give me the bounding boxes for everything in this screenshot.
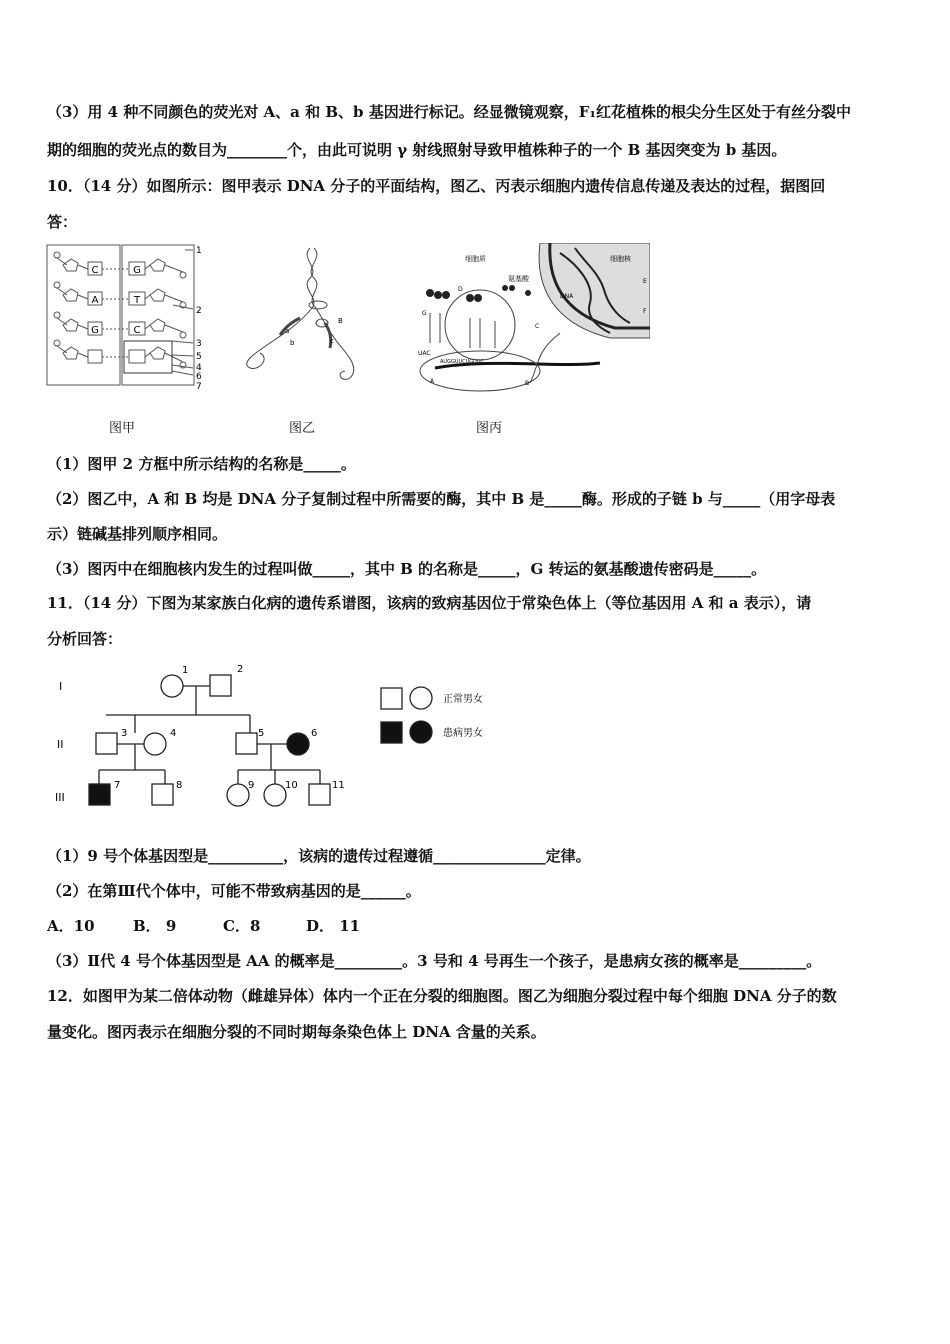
jia-num-5: 5 bbox=[196, 352, 202, 362]
jia-num-4: 4 bbox=[196, 363, 202, 373]
jia-num-7: 7 bbox=[196, 382, 202, 392]
ind-3: 3 bbox=[121, 728, 128, 739]
bing-label-uac: UAC bbox=[418, 350, 431, 357]
ind-10: 10 bbox=[285, 780, 298, 791]
figure-bing-transcription-translation bbox=[410, 243, 650, 393]
caption-fig-yi: 图乙 bbox=[289, 421, 316, 436]
ind-5: 5 bbox=[258, 728, 265, 739]
caption-fig-bing: 图丙 bbox=[476, 421, 503, 436]
svg-text:B: B bbox=[525, 380, 530, 387]
bing-label-nucleus: 细胞核 bbox=[610, 255, 631, 263]
q11-stem-line1: 11．（14 分）下图为某家族白化病的遗传系谱图，该病的致病基因位于常染色体上（等位基因用 A 和 a 表示），请 bbox=[47, 594, 812, 612]
jia-num-6: 6 bbox=[196, 372, 202, 382]
q10-q3: （3）图丙中在细胞核内发生的过程叫做_____，其中 B 的名称是_____，G 转运的氨基酸遗传密码是_____。 bbox=[47, 560, 767, 578]
q11-q3: （3）Ⅱ代 4 号个体基因型是 AA 的概率是_________。3 号和 4 号再生一个孩子，是患病女孩的概率是_________。 bbox=[47, 952, 822, 970]
q12-line1: 12．如图甲为某二倍体动物（雌雄异体）体内一个正在分裂的细胞图。图乙为细胞分裂过程中每个细胞 DNA 分子的数 bbox=[47, 987, 837, 1005]
figure-yi-dna-replication bbox=[230, 243, 375, 393]
gen-III: III bbox=[55, 791, 65, 804]
q11-q2: （2）在第Ⅲ代个体中，可能不带致病基因的是______。 bbox=[47, 882, 421, 900]
ind-4: 4 bbox=[170, 728, 177, 739]
jia-base-1: C bbox=[91, 265, 99, 276]
svg-text:b: b bbox=[290, 339, 295, 347]
svg-text:c: c bbox=[330, 337, 334, 345]
jia-num-2: 2 bbox=[196, 306, 202, 316]
jia-num-1: 1 bbox=[196, 246, 202, 256]
q10-q1: （1）图甲 2 方框中所示结构的名称是_____。 bbox=[47, 455, 356, 473]
q9-3-line2: 期的细胞的荧光点的数目为________个，由此可说明 γ 射线照射导致甲植株种子的一个 B 基因突变为 b 基因。 bbox=[47, 141, 787, 159]
q12-line2: 量变化。图丙表示在细胞分裂的不同时期每条染色体上 DNA 含量的关系。 bbox=[47, 1023, 546, 1041]
legend-ill: 患病男女 bbox=[443, 728, 483, 739]
svg-text:F: F bbox=[643, 308, 647, 315]
jia-num-3: 3 bbox=[196, 339, 202, 349]
jia-base-5: G bbox=[91, 325, 99, 336]
ind-7: 7 bbox=[114, 780, 121, 791]
svg-text:B: B bbox=[338, 317, 343, 325]
ind-2: 2 bbox=[237, 664, 244, 675]
ind-8: 8 bbox=[176, 780, 183, 791]
q11-q1: （1）9 号个体基因型是__________，该病的遗传过程遵循_______________定律。 bbox=[47, 847, 591, 865]
q11-option-a: A．10 bbox=[47, 917, 95, 935]
q10-q2-line2: 示）链碱基排列顺序相同。 bbox=[47, 525, 228, 543]
gen-II: II bbox=[57, 738, 64, 751]
figure-pedigree bbox=[45, 660, 515, 820]
figure-jia-dna-structure bbox=[45, 243, 205, 393]
gen-I: I bbox=[59, 680, 63, 693]
bing-label-mrna-seq: AUGGUUCUGUUC bbox=[440, 359, 484, 365]
jia-base-4: T bbox=[133, 295, 141, 306]
caption-fig-jia: 图甲 bbox=[109, 421, 136, 436]
q11-option-c: C．8 bbox=[223, 917, 261, 935]
ind-9: 9 bbox=[248, 780, 255, 791]
q11-stem-line2: 分析回答： bbox=[47, 630, 123, 648]
ind-11: 11 bbox=[332, 780, 345, 791]
q11-option-b: B． 9 bbox=[133, 917, 177, 935]
svg-text:a: a bbox=[285, 327, 290, 335]
q10-stem-line1: 10．（14 分）如图所示：图甲表示 DNA 分子的平面结构，图乙、丙表示细胞内遗传信息传递及表达的过程，据图回 bbox=[47, 177, 826, 195]
bing-label-amino: 氨基酸 bbox=[508, 275, 529, 283]
q10-stem-line2: 答： bbox=[47, 213, 78, 231]
jia-base-3: A bbox=[91, 295, 99, 306]
q10-q2-line1: （2）图乙中，A 和 B 均是 DNA 分子复制过程中所需要的酶，其中 B 是_____酶。形成的子链 b 与_____（用字母表 bbox=[47, 490, 836, 508]
svg-text:C: C bbox=[535, 323, 540, 330]
bing-label-cytoplasm: 细胞质 bbox=[465, 255, 486, 263]
svg-text:D: D bbox=[458, 286, 463, 293]
ind-1: 1 bbox=[182, 665, 189, 676]
ind-6: 6 bbox=[311, 728, 318, 739]
q11-option-d: D． 11 bbox=[306, 917, 361, 935]
bing-label-dna: DNA bbox=[560, 293, 574, 300]
jia-base-6: C bbox=[133, 325, 141, 336]
svg-text:A: A bbox=[430, 378, 435, 385]
jia-base-2: G bbox=[133, 265, 141, 276]
q9-3-line1: （3）用 4 种不同颜色的荧光对 A、a 和 B、b 基因进行标记。经显微镜观察，F₁红花植株的根尖分生区处于有丝分裂中 bbox=[47, 103, 851, 121]
svg-text:E: E bbox=[643, 278, 647, 285]
svg-text:G: G bbox=[422, 310, 427, 317]
legend-normal: 正常男女 bbox=[443, 694, 483, 705]
